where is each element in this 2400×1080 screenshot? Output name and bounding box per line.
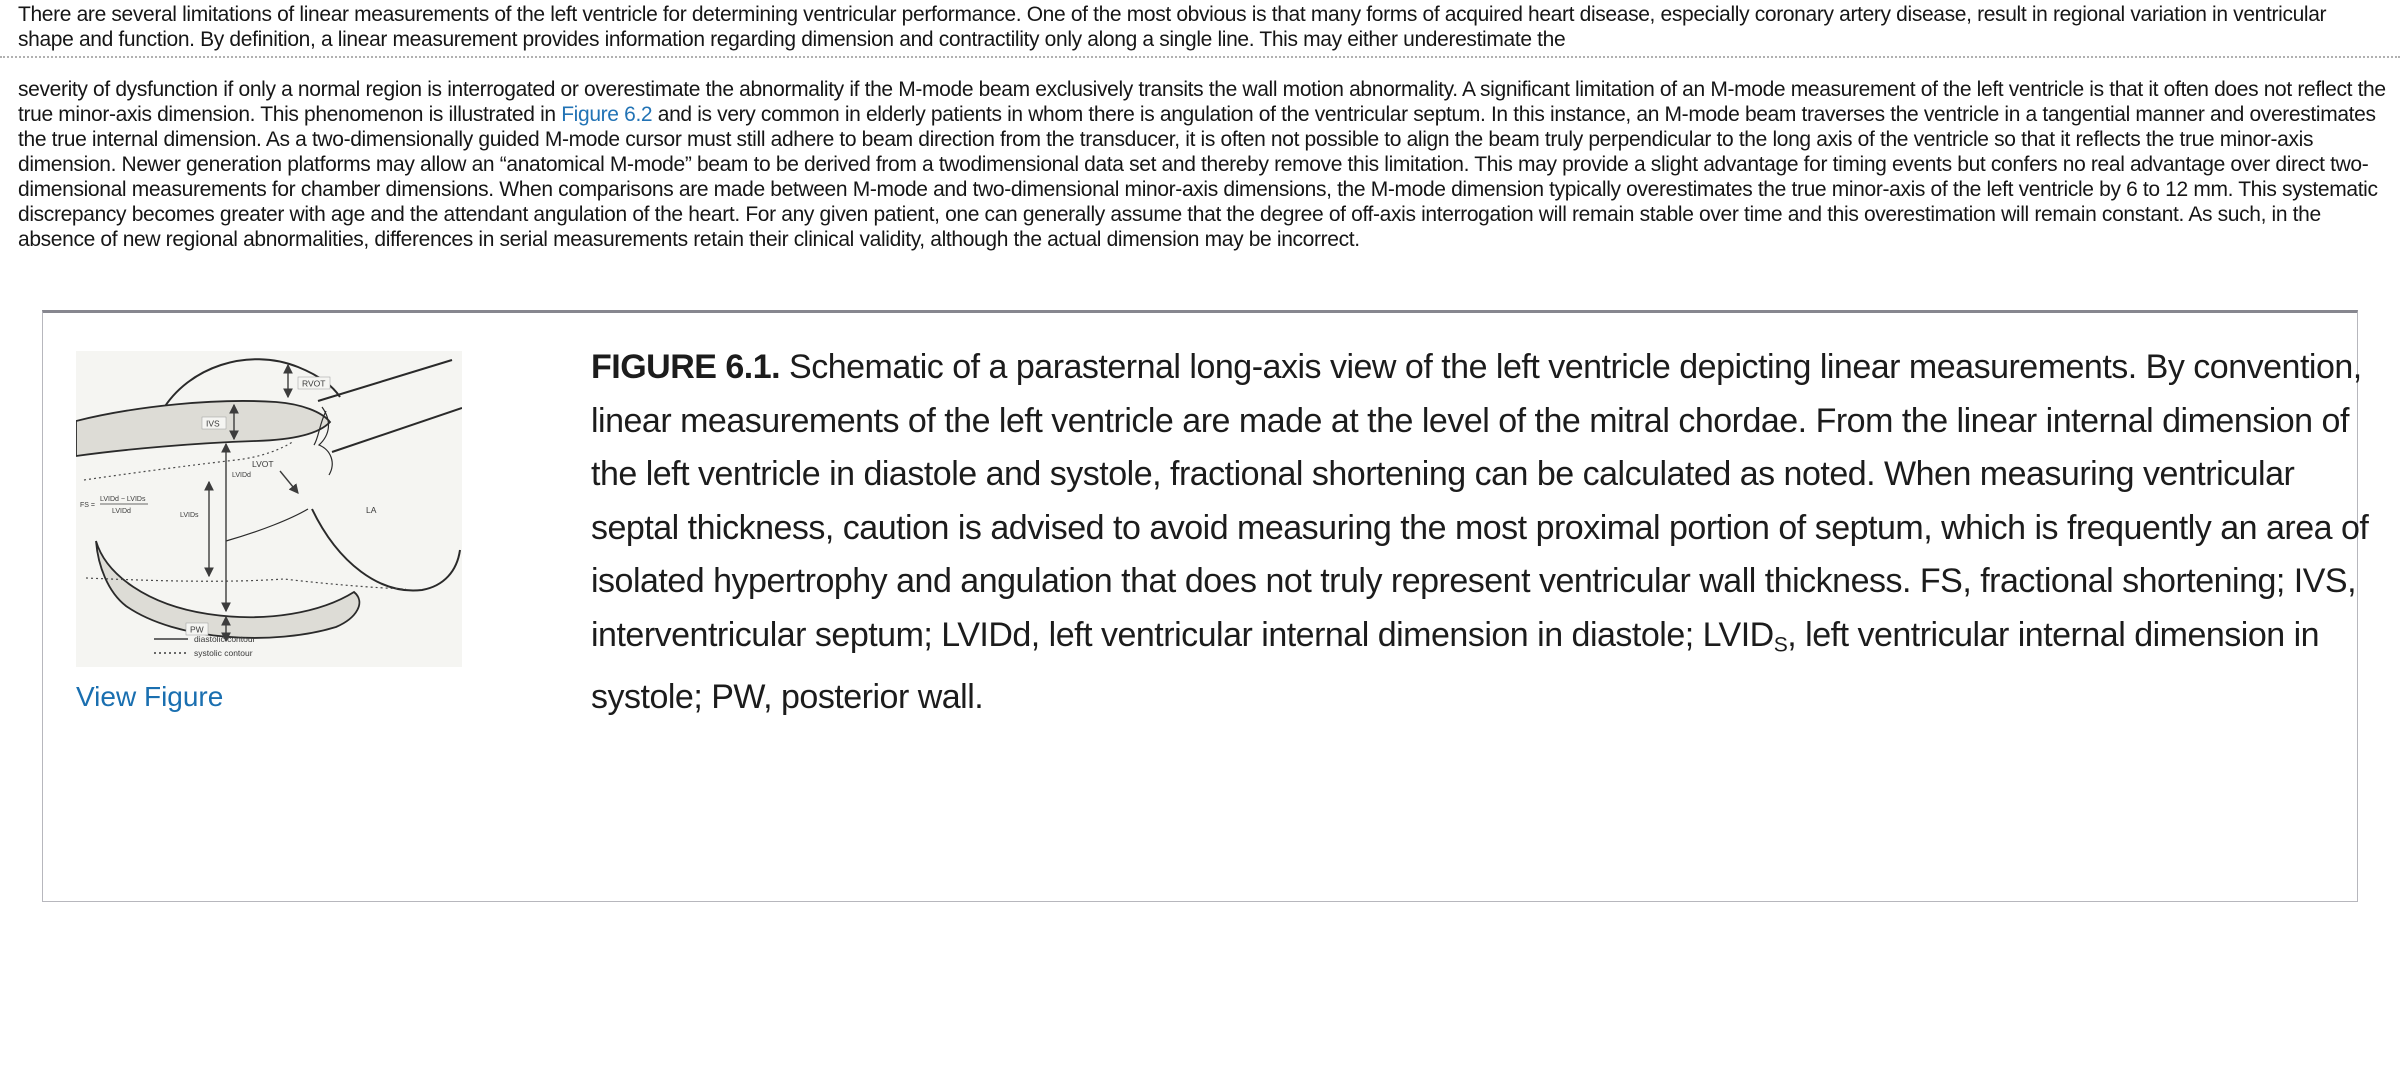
lv-schematic-diagram xyxy=(76,351,462,667)
legend-diastolic-label: diastolic contour xyxy=(194,634,256,644)
figure-caption-subscript: S xyxy=(1773,632,1788,656)
main-paragraph xyxy=(18,77,2386,252)
ivs-label: IVS xyxy=(206,418,220,429)
fs-formula-denominator: LVIDd xyxy=(112,508,131,515)
view-figure-link[interactable]: View Figure xyxy=(76,681,224,712)
lvot-label: LVOT xyxy=(252,459,274,469)
paragraph-text: and is very common in elderly patients in whom there is angulation of the ventricular septum. In this instance, an M-mode beam traverses the ventricle in a tangential manner and overestimates the true internal dimension. As a two-dimensionally guided M-mode cursor must still adhere to beam direction from the transducer, it is often not possible to align the beam truly perpendicular to the long axis of the ventricle so that it reflects the true minor-axis dimension. Newer generation platforms may allow an “anatomical M-mode” beam to be derived from a twodimensional data set and thereby remove this limitation. This may provide a slight advantage for timing events but confers no real advantage over direct two-dimensional measurements for chamber dimensions. When comparisons are made between M-mode and two-dimensional minor-axis dimensions, the M-mode dimension typically overestimates the true minor-axis of the left ventricle by 6 to 12 mm. This systematic discrepancy becomes greater with age and the attendant angulation of the heart. For any given patient, one can generally assume that the degree of off-axis interrogation will remain stable over time and this overestimation will remain constant. As such, in the absence of new regional abnormalities, differences in serial measurements retain their clinical validity, although the actual dimension may be incorrect. xyxy=(18,103,2378,251)
paragraph-text: severity of dysfunction if only a normal region is interrogated or overestimate the abnormality if the M-mode beam exclusively transits the wall motion abnormality. A significant limitation of an M-mode measurement of the left ventricle is that it often does not reflect the true minor-axis dimension. This phenomenon is illustrated in xyxy=(18,78,2386,126)
dotted-divider xyxy=(0,56,2400,58)
figure-panel xyxy=(42,310,2369,902)
fs-formula-lhs: FS = xyxy=(80,502,95,509)
rvot-label: RVOT xyxy=(302,378,326,389)
figure-caption-text: Schematic of a parasternal long-axis view of the left ventricle depicting linear measurements. By convention, linear measurements of the left ventricle are made at the level of the mitral chordae. From the linear internal dimension of the left ventricle in diastole and systole, fractional shortening can be calculated as noted. When measuring ventricular septal thickness, caution is advised to avoid measuring the most proximal portion of septum, which is frequently an area of isolated hypertrophy and angulation that does not truly represent ventricular wall thickness. FS, fractional shortening; IVS, interventricular septum; LVIDd, left ventricular internal dimension in diastole; LVID xyxy=(591,348,2369,654)
pw-label: PW xyxy=(190,624,204,635)
figure-thumbnail[interactable] xyxy=(76,351,462,667)
legend-systolic-label: systolic contour xyxy=(194,648,253,658)
figure-caption xyxy=(591,341,2379,725)
figure-6-2-link[interactable]: Figure 6.2 xyxy=(561,103,653,126)
figure-caption-label: FIGURE 6.1. xyxy=(591,348,781,386)
lvids-label: LVIDs xyxy=(180,512,199,519)
figure-caption-text: , left ventricular internal dimension in systole; PW, posterior wall. xyxy=(591,615,2320,717)
body-text-block xyxy=(18,2,2386,252)
fs-formula-numerator: LVIDd − LVIDs xyxy=(100,496,146,503)
lvidd-label: LVIDd xyxy=(232,472,251,479)
intro-paragraph: There are several limitations of linear measurements of the left ventricle for determining ventricular performance. One of the most obvious is that many forms of acquired heart disease, especially coronary artery disease, result in regional variation in ventricular shape and function. By definition, a linear measurement provides information regarding dimension and contractility only along a single line. This may either underestimate the xyxy=(18,3,2327,51)
la-label: LA xyxy=(366,505,377,515)
